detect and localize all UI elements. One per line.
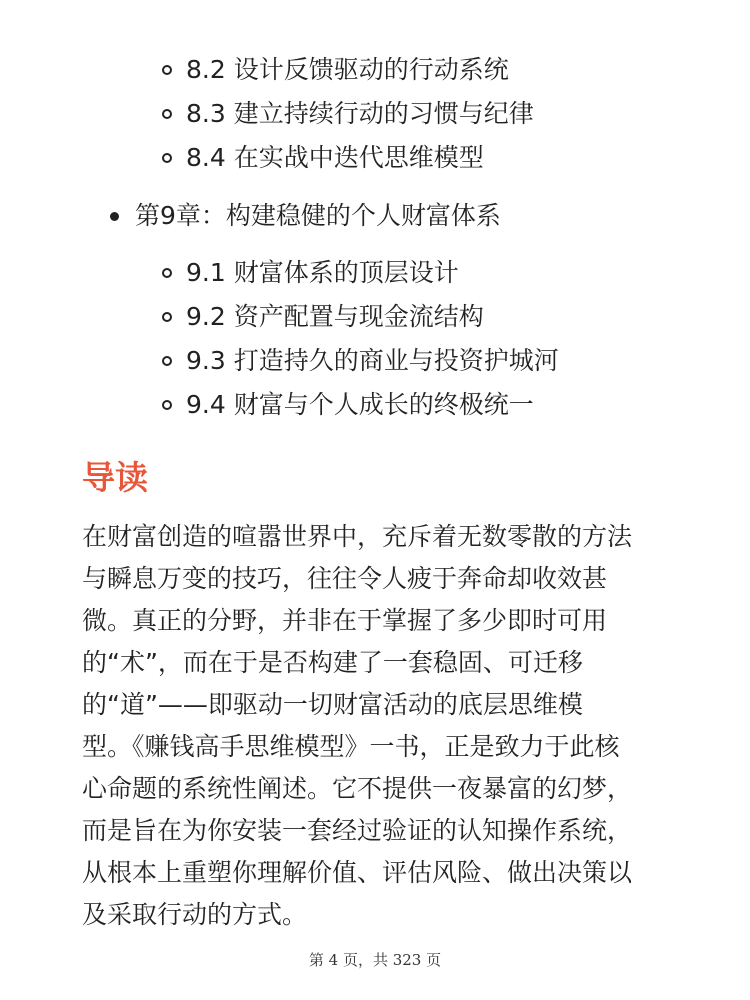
- hollow-bullet-icon: [162, 268, 172, 278]
- paragraph-line: 而是旨在为你安装一套经过验证的认知操作系统，: [82, 816, 633, 845]
- toc-subitem-label: 8.4 在实战中迭代思维模型: [186, 143, 484, 172]
- hollow-bullet-icon: [162, 312, 172, 322]
- toc-subitem: [162, 346, 559, 376]
- toc-subitem: [162, 258, 459, 288]
- paragraph-line: 从根本上重塑你理解价值、评估风险、做出决策以: [82, 858, 633, 887]
- toc-subitem-label: 8.3 建立持续行动的习惯与纪律: [186, 99, 534, 128]
- toc-subitem-label: 9.4 财富与个人成长的终极统一: [186, 390, 534, 419]
- toc-subitem: [162, 99, 534, 129]
- solid-bullet-icon: [110, 212, 119, 221]
- toc-chapter: [110, 201, 501, 231]
- paragraph-line: 的“术”，而在于是否构建了一套稳固、可迁移: [82, 648, 583, 677]
- paragraph-line: 微。真正的分野，并非在于掌握了多少即时可用: [82, 606, 608, 635]
- toc-subitem: [162, 390, 534, 420]
- toc-chapter-label: 第9章：构建稳健的个人财富体系: [135, 201, 501, 230]
- paragraph-line: 的“道”——即驱动一切财富活动的底层思维模: [82, 690, 583, 719]
- toc-subitem-label: 9.2 资产配置与现金流结构: [186, 302, 484, 331]
- toc-subitem: [162, 302, 484, 332]
- paragraph-line: 及采取行动的方式。: [82, 900, 308, 929]
- paragraph-line: 型。《赚钱高手思维模型》一书，正是致力于此核: [82, 732, 620, 761]
- intro-paragraph: [82, 516, 672, 936]
- toc-subitem-label: 8.2 设计反馈驱动的行动系统: [186, 55, 509, 84]
- hollow-bullet-icon: [162, 356, 172, 366]
- toc-subitem: [162, 55, 509, 85]
- paragraph-line: 与瞬息万变的技巧，往往令人疲于奔命却收效甚: [82, 564, 608, 593]
- paragraph-line: 心命题的系统性阐述。它不提供一夜暴富的幻梦，: [82, 774, 633, 803]
- section-heading: 导读: [82, 458, 148, 497]
- hollow-bullet-icon: [162, 65, 172, 75]
- paragraph-line: 在财富创造的喧嚣世界中，充斥着无数零散的方法: [82, 522, 633, 551]
- hollow-bullet-icon: [162, 153, 172, 163]
- hollow-bullet-icon: [162, 109, 172, 119]
- toc-subitem-label: 9.3 打造持久的商业与投资护城河: [186, 346, 559, 375]
- toc-subitem: [162, 143, 484, 173]
- page-number: 第 4 页，共 323 页: [308, 951, 442, 969]
- hollow-bullet-icon: [162, 400, 172, 410]
- toc-subitem-label: 9.1 财富体系的顶层设计: [186, 258, 459, 287]
